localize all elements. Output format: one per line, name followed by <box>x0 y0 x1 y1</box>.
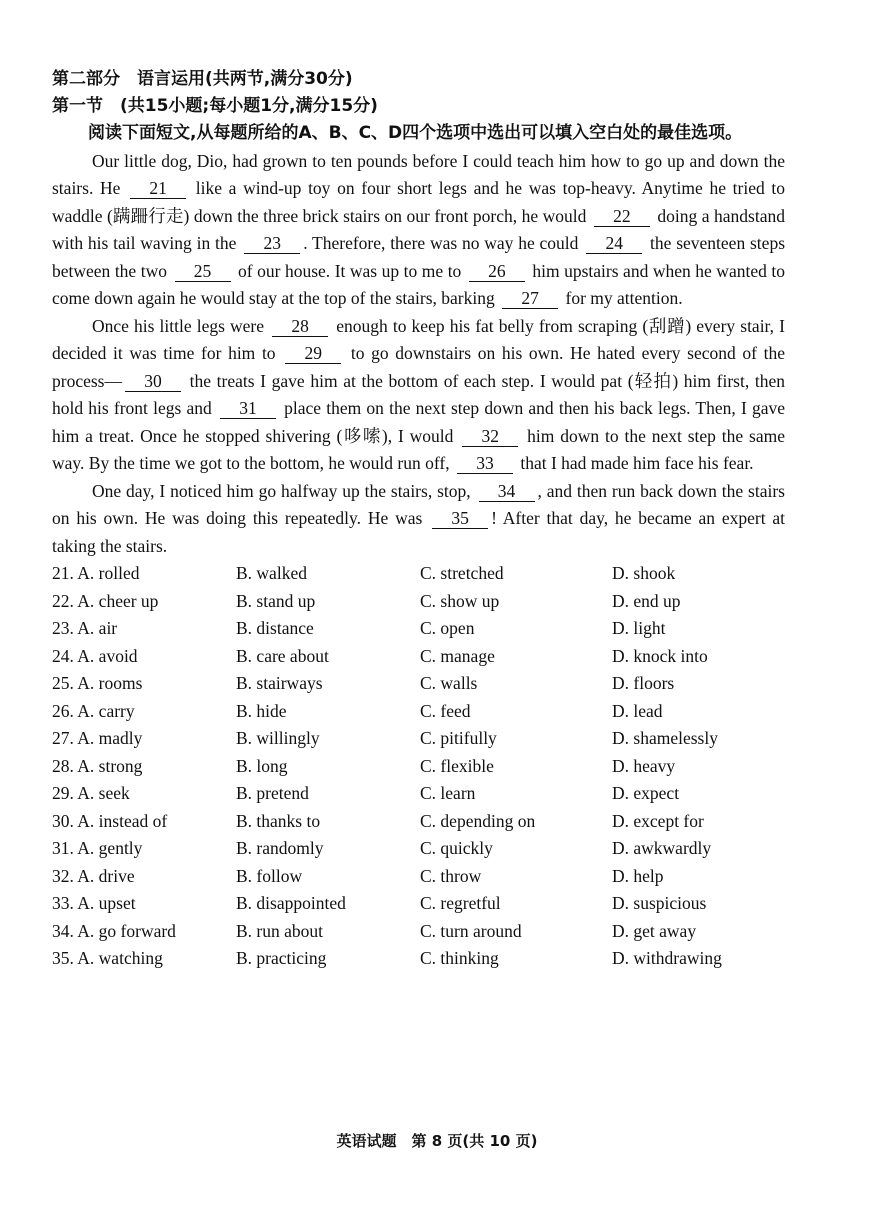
option-d[interactable]: D. expect <box>612 783 680 803</box>
option-b[interactable]: B. stairways <box>236 673 323 693</box>
option-a[interactable]: 33. A. upset <box>52 893 136 913</box>
option-c[interactable]: C. stretched <box>420 563 504 583</box>
blank-33[interactable]: 33 <box>457 454 513 474</box>
passage-text: to go downstairs on his own. He hated every second of the process— <box>52 343 786 391</box>
option-c[interactable]: C. turn around <box>420 920 522 941</box>
question-24-options <box>52 643 785 671</box>
passage-text: him down to the next step the same way. By the time we got to the bottom, he would run off, <box>52 425 785 473</box>
option-b[interactable]: B. long <box>236 755 288 776</box>
option-c[interactable]: C. show up <box>420 590 500 611</box>
option-c[interactable]: C. flexible <box>420 755 494 776</box>
passage-text: the seventeen steps between the two <box>52 233 785 281</box>
option-d[interactable]: D. end up <box>612 590 681 611</box>
passage-paragraph-3 <box>52 478 785 561</box>
option-a[interactable]: 29. A. seek <box>52 783 130 803</box>
option-b[interactable]: B. thanks to <box>236 810 321 831</box>
blank-32[interactable]: 32 <box>462 427 518 447</box>
question-21-options <box>52 560 785 588</box>
question-22-options <box>52 588 785 616</box>
options-list <box>52 560 785 973</box>
blank-29[interactable]: 29 <box>285 344 341 364</box>
option-c[interactable]: C. pitifully <box>420 728 497 748</box>
blank-27[interactable]: 27 <box>502 289 558 309</box>
passage-text: One day, I noticed him go halfway up the stairs, stop, <box>92 480 476 501</box>
passage-paragraph-1 <box>52 148 785 313</box>
page-footer: 英语试题 第 8 页(共 10 页) <box>336 1132 538 1150</box>
option-b[interactable]: B. pretend <box>236 783 309 803</box>
option-d[interactable]: D. get away <box>612 920 697 941</box>
option-d[interactable]: D. floors <box>612 673 675 693</box>
passage-paragraph-2 <box>52 313 785 478</box>
question-31-options <box>52 835 785 863</box>
option-a[interactable]: 25. A. rooms <box>52 673 143 693</box>
question-34-options <box>52 918 785 946</box>
question-25-options <box>52 670 785 698</box>
option-c[interactable]: C. feed <box>420 700 471 721</box>
option-a[interactable]: 22. A. cheer up <box>52 590 159 611</box>
blank-34[interactable]: 34 <box>479 482 535 502</box>
option-b[interactable]: B. follow <box>236 865 303 886</box>
question-27-options <box>52 725 785 753</box>
passage-text: for my attention. <box>561 288 683 308</box>
question-28-options <box>52 753 785 781</box>
blank-30[interactable]: 30 <box>125 372 181 392</box>
part-heading: 第二部分 语言运用(共两节,满分30分) <box>52 69 353 89</box>
option-a[interactable]: 21. A. rolled <box>52 563 140 583</box>
passage-text: , and then run back down the stairs on his own. He was doing this repeatedly. He was <box>52 480 785 528</box>
blank-21[interactable]: 21 <box>130 179 186 199</box>
option-a[interactable]: 30. A. instead of <box>52 810 168 831</box>
passage-text: . Therefore, there was no way he could <box>303 233 584 253</box>
passage-text: of our house. It was up to me to <box>233 260 466 281</box>
option-b[interactable]: B. disappointed <box>236 893 346 913</box>
option-c[interactable]: C. regretful <box>420 893 501 913</box>
option-a[interactable]: 24. A. avoid <box>52 645 138 666</box>
option-b[interactable]: B. stand up <box>236 590 316 611</box>
option-d[interactable]: D. except for <box>612 810 704 831</box>
option-a[interactable]: 32. A. drive <box>52 865 135 886</box>
blank-35[interactable]: 35 <box>432 509 488 529</box>
option-d[interactable]: D. shook <box>612 563 676 583</box>
option-a[interactable]: 34. A. go forward <box>52 920 176 941</box>
instructions: 阅读下面短文,从每题所给的A、B、C、D四个选项中选出可以填入空白处的最佳选项。 <box>88 123 743 143</box>
option-a[interactable]: 31. A. gently <box>52 838 143 858</box>
blank-23[interactable]: 23 <box>244 234 300 254</box>
blank-26[interactable]: 26 <box>469 262 525 282</box>
option-c[interactable]: C. thinking <box>420 948 499 968</box>
exam-page <box>52 66 785 973</box>
option-c[interactable]: C. quickly <box>420 838 493 858</box>
option-b[interactable]: B. walked <box>236 563 307 583</box>
option-c[interactable]: C. open <box>420 618 475 638</box>
option-d[interactable]: D. lead <box>612 700 663 721</box>
option-b[interactable]: B. willingly <box>236 728 320 748</box>
question-23-options <box>52 615 785 643</box>
option-d[interactable]: D. light <box>612 618 666 638</box>
option-b[interactable]: B. hide <box>236 700 287 721</box>
passage-text: ! After that day, he became an expert at taking the stairs. <box>52 508 785 556</box>
option-d[interactable]: D. awkwardly <box>612 838 712 858</box>
option-d[interactable]: D. help <box>612 865 664 886</box>
passage-text: Once his little legs were <box>92 315 270 336</box>
option-c[interactable]: C. learn <box>420 783 476 803</box>
blank-25[interactable]: 25 <box>175 262 231 282</box>
option-d[interactable]: D. withdrawing <box>612 948 722 968</box>
option-a[interactable]: 23. A. air <box>52 618 118 638</box>
option-a[interactable]: 35. A. watching <box>52 948 163 968</box>
option-c[interactable]: C. depending on <box>420 810 536 831</box>
option-d[interactable]: D. shamelessly <box>612 728 718 748</box>
question-30-options <box>52 808 785 836</box>
passage-text: enough to keep his fat belly from scraping (刮蹭) every stair, I decided it was time for him to <box>52 315 785 363</box>
passage-text: the treats I gave him at the bottom of each step. I would pat (轻拍) him first, then hold his front legs and <box>52 370 785 418</box>
section-heading: 第一节 (共15小题;每小题1分,满分15分) <box>52 96 378 116</box>
blank-28[interactable]: 28 <box>272 317 328 337</box>
option-c[interactable]: C. manage <box>420 645 495 666</box>
option-a[interactable]: 26. A. carry <box>52 700 135 721</box>
question-35-options <box>52 945 785 973</box>
passage-text: like a wind-up toy on four short legs and he was top-heavy. Anytime he tried to waddle (蹒跚行走) down the three brick stairs on our front porch, he would <box>52 178 785 226</box>
passage-text: that I had made him face his fear. <box>515 453 754 473</box>
option-a[interactable]: 28. A. strong <box>52 755 143 776</box>
question-29-options <box>52 780 785 808</box>
blank-24[interactable]: 24 <box>586 234 642 254</box>
question-26-options <box>52 698 785 726</box>
option-b[interactable]: B. distance <box>236 618 314 638</box>
question-32-options <box>52 863 785 891</box>
passage-text: him upstairs and when he wanted to come down again he would stay at the top of the stairs, barking <box>52 260 785 308</box>
passage-text: place them on the next step down and then his back legs. Then, I gave him a treat. Once he stopped shivering (哆嗦), I would <box>52 398 785 446</box>
option-b[interactable]: B. care about <box>236 645 329 666</box>
passage-text: doing a handstand with his tail waving in the <box>52 205 785 253</box>
option-a[interactable]: 27. A. madly <box>52 728 143 748</box>
blank-22[interactable]: 22 <box>594 207 650 227</box>
option-d[interactable]: D. heavy <box>612 755 676 776</box>
option-b[interactable]: B. randomly <box>236 838 324 858</box>
option-d[interactable]: D. suspicious <box>612 893 707 913</box>
passage-text: Our little dog, Dio, had grown to ten pounds before I could teach him how to go up and down the stairs. He <box>52 150 785 198</box>
option-d[interactable]: D. knock into <box>612 645 708 666</box>
question-33-options <box>52 890 785 918</box>
option-c[interactable]: C. throw <box>420 865 482 886</box>
blank-31[interactable]: 31 <box>220 399 276 419</box>
option-c[interactable]: C. walls <box>420 673 478 693</box>
option-b[interactable]: B. practicing <box>236 948 327 968</box>
option-b[interactable]: B. run about <box>236 920 324 941</box>
